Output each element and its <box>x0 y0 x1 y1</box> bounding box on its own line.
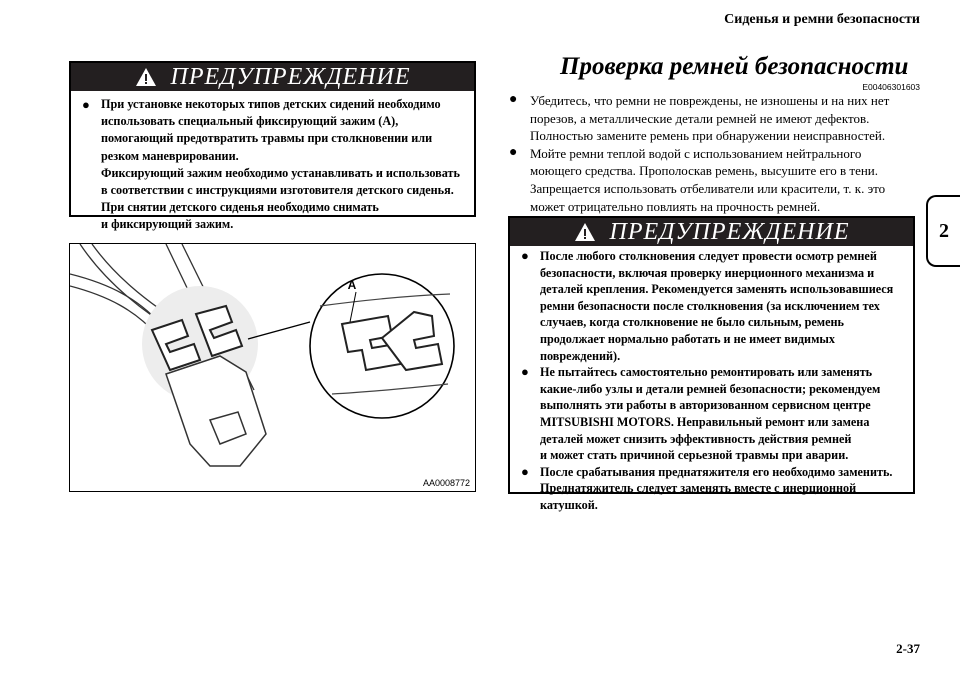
text-line: выполнять эти работы в авторизованном сервисном центре <box>540 398 871 413</box>
warning-title: ПРЕДУПРЕЖДЕНИЕ <box>609 218 850 245</box>
warning-title: ПРЕДУПРЕЖДЕНИЕ <box>170 63 411 90</box>
bullet-icon: ● <box>521 364 529 380</box>
warning-box-child-seat-clip <box>69 61 476 232</box>
list-item <box>508 92 920 145</box>
text-line: помогающий предотвратить травмы при столкновении или <box>101 131 433 146</box>
warning-triangle-icon <box>135 67 157 87</box>
text-line: и может стать причиной серьезной травмы при аварии. <box>540 448 849 463</box>
bullet-icon: ● <box>521 248 529 263</box>
section-title: Проверка ремней безопасности <box>560 53 909 80</box>
text-line: Фиксирующий зажим необходимо устанавливать и использовать <box>101 165 460 180</box>
warning-body <box>71 91 474 240</box>
text-line: и фиксирующий зажим. <box>101 217 234 232</box>
text-line: ремни безопасности после столкновения (за исключением тех <box>540 298 880 313</box>
text-line: безопасности, включая проверку инерционного механизма и <box>540 265 875 280</box>
warning-item <box>81 96 464 234</box>
bullet-icon: ● <box>509 92 518 107</box>
text-line: катушкой. <box>540 497 598 512</box>
text-line: резком маневрировании. <box>101 148 239 163</box>
text-line: Преднатяжитель следует заменять вместе с инерционной <box>540 481 857 496</box>
page-number: 2-37 <box>896 641 920 656</box>
bullet-icon: ● <box>509 144 518 160</box>
text-line: использовать специальный фиксирующий зажим (A), <box>101 114 399 129</box>
section-body <box>508 92 920 215</box>
text-line: моющего средства. Прополоскав ремень, высушите его в тени. <box>530 163 879 179</box>
seatbelt-clip-illustration <box>70 244 474 490</box>
text-line: деталей может снизить эффективность действия ремней <box>540 431 852 446</box>
text-line: в соответствии с инструкциями изготовителя детского сиденья. <box>101 183 454 198</box>
section-code: E00406301603 <box>862 82 920 92</box>
warning-item <box>520 364 903 464</box>
text-line: При установке некоторых типов детских сидений необходимо <box>101 97 441 111</box>
text-line: повреждений). <box>540 348 621 363</box>
figure-code: AA0008772 <box>422 478 470 488</box>
warning-body <box>510 246 913 520</box>
chapter-tab[interactable] <box>926 195 960 267</box>
text-line: MITSUBISHI MOTORS. Неправильный ремонт или замена <box>540 414 870 429</box>
text-line: порезов, а металлические детали ремней не имеют дефектов. <box>530 110 870 126</box>
text-line: Убедитесь, что ремни не повреждены, не изношены и на них нет <box>530 93 890 108</box>
text-line: Не пытайтесь самостоятельно ремонтировать или заменять <box>540 365 873 380</box>
text-line: После срабатывания преднатяжителя его необходимо заменить. <box>540 464 893 479</box>
text-line: деталей крепления. Рекомендуется заменять использовавшиеся <box>540 282 894 297</box>
warning-item <box>520 248 903 364</box>
text-line: Полностью замените ремень при обнаружении неисправностей. <box>530 128 886 144</box>
seatbelt-clip-figure <box>69 243 476 492</box>
text-line: При снятии детского сиденья необходимо снимать <box>101 200 379 215</box>
warning-item <box>520 464 903 514</box>
bullet-icon: ● <box>82 97 90 112</box>
warning-box-seatbelt-replacement <box>508 216 915 512</box>
chapter-tab-label: 2 <box>939 219 949 242</box>
text-line: Мойте ремни теплой водой с использованием нейтрального <box>530 145 862 161</box>
warning-header <box>510 218 913 246</box>
warning-triangle-icon <box>574 222 596 242</box>
list-item <box>508 145 920 215</box>
bullet-icon: ● <box>521 463 529 479</box>
text-line: может отрицательно повлиять на прочность ремней. <box>530 198 821 214</box>
warning-header <box>71 63 474 91</box>
text-line: продолжает нормально работать и не имеет видимых <box>540 331 835 346</box>
text-line: какие-либо узлы и детали ремней безопасности; рекомендуем <box>540 381 881 396</box>
text-line: Запрещается использовать отбеливатели или красители, т. к. это <box>530 180 886 196</box>
text-line: случаев, когда столкновение не было сильным, ремень <box>540 315 844 330</box>
running-header: Сиденья и ремни безопасности <box>724 12 920 27</box>
text-line: После любого столкновения следует провести осмотр ремней <box>540 249 877 263</box>
callout-label-a: A <box>347 278 357 292</box>
